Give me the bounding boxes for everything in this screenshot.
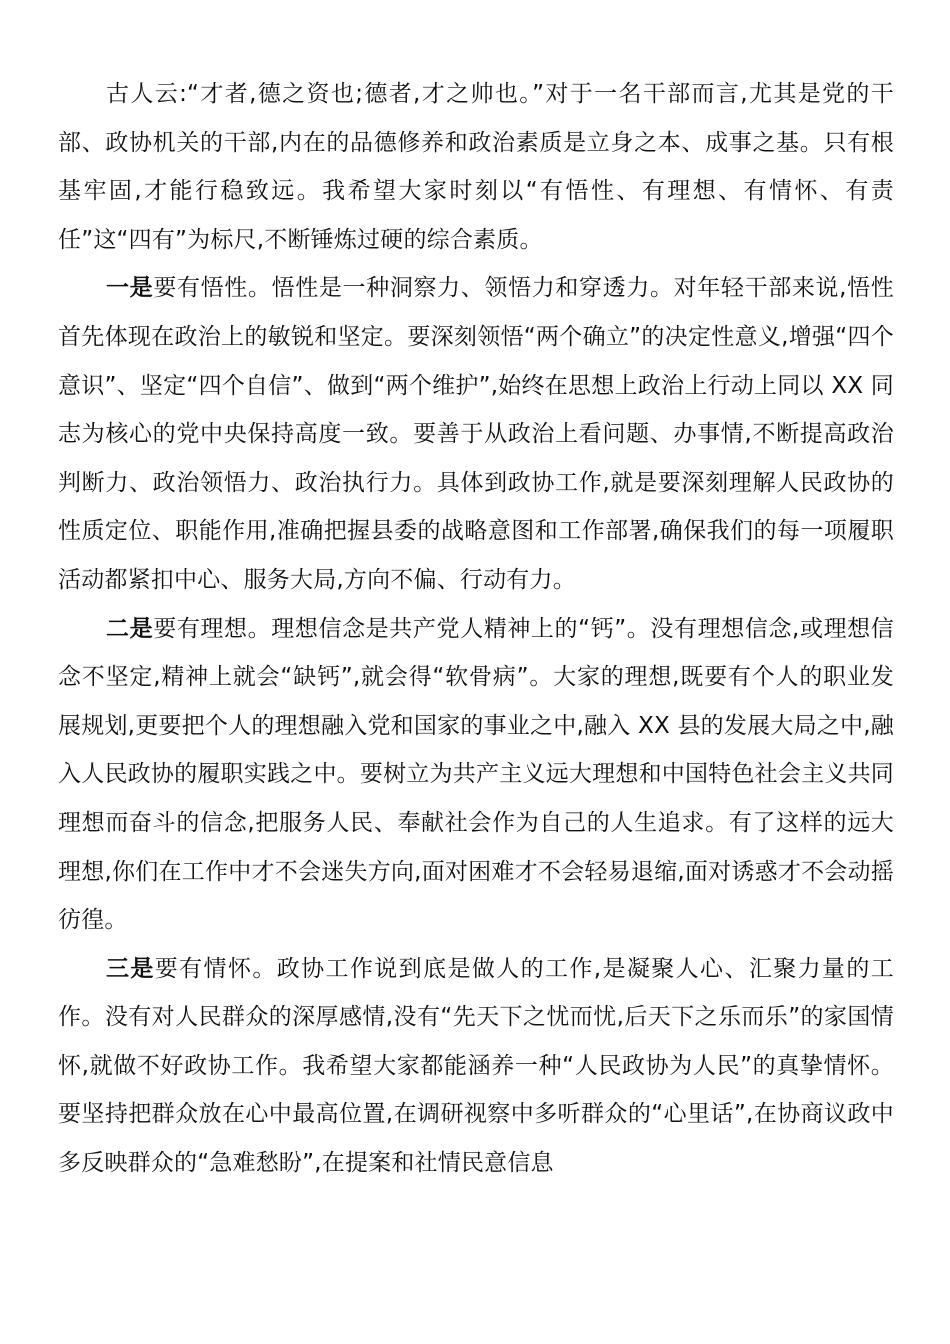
paragraph-feeling (58, 945, 894, 1188)
paragraph-text: 要有理想。理想信念是共产党人精神上的“钙”。没有理想信念,或理想信念不坚定,精神上就会“缺钙”,就会得“软骨病”。大家的理想,既要有个人的职业发展规划,更要把个人的理想融入党和国家的事业之中,融入 XX 县的发展大局之中,融入人民政协的履职实践之中。要树立为共产主义远大理想和中国特色社会主义共同理想而奋斗的信念,把服务人民、奉献社会作为自己的人生追求。有了这样的远大理想,你们在工作中才不会迷失方向,面对困难才不会轻易退缩,面对诱惑才不会动摇彷徨。 (58, 615, 894, 934)
paragraph-text: 要有悟性。悟性是一种洞察力、领悟力和穿透力。对年轻干部来说,悟性首先体现在政治上的敏锐和坚定。要深刻领悟“两个确立”的决定性意义,增强“四个意识”、坚定“四个自信”、做到“两个维护”,始终在思想上政治上行动上同以 XX 同志为核心的党中央保持高度一致。要善于从政治上看问题、办事情,不断提高政治判断力、政治领悟力、政治执行力。具体到政协工作,就是要深刻理解人民政协的性质定位、职能作用,准确把握县委的战略意图和工作部署,确保我们的每一项履职活动都紧扣中心、服务大局,方向不偏、行动有力。 (58, 275, 894, 593)
paragraph-intro (58, 70, 894, 264)
document-page (58, 70, 894, 1188)
paragraph-ideal (58, 605, 894, 945)
paragraph-lead: 一是 (106, 275, 154, 302)
paragraph-lead: 二是 (106, 615, 154, 642)
paragraph-lead: 三是 (106, 955, 155, 982)
paragraph-text: 要有情怀。政协工作说到底是做人的工作,是凝聚人心、汇聚力量的工作。没有对人民群众的深厚感情,没有“先天下之忧而忧,后天下之乐而乐”的家国情怀,就做不好政协工作。我希望大家都能涵养一种“人民政协为人民”的真挚情怀。要坚持把群众放在心中最高位置,在调研视察中多听群众的“心里话”,在协商议政中多反映群众的“急难愁盼”,在提案和社情民意信息 (58, 955, 894, 1177)
paragraph-text: 古人云:“才者,德之资也;德者,才之帅也。”对于一名干部而言,尤其是党的干部、政协机关的干部,内在的品德修养和政治素质是立身之本、成事之基。只有根基牢固,才能行稳致远。我希望大家时刻以“有悟性、有理想、有情怀、有责任”这“四有”为标尺,不断锤炼过硬的综合素质。 (58, 81, 894, 253)
paragraph-insight (58, 264, 894, 604)
